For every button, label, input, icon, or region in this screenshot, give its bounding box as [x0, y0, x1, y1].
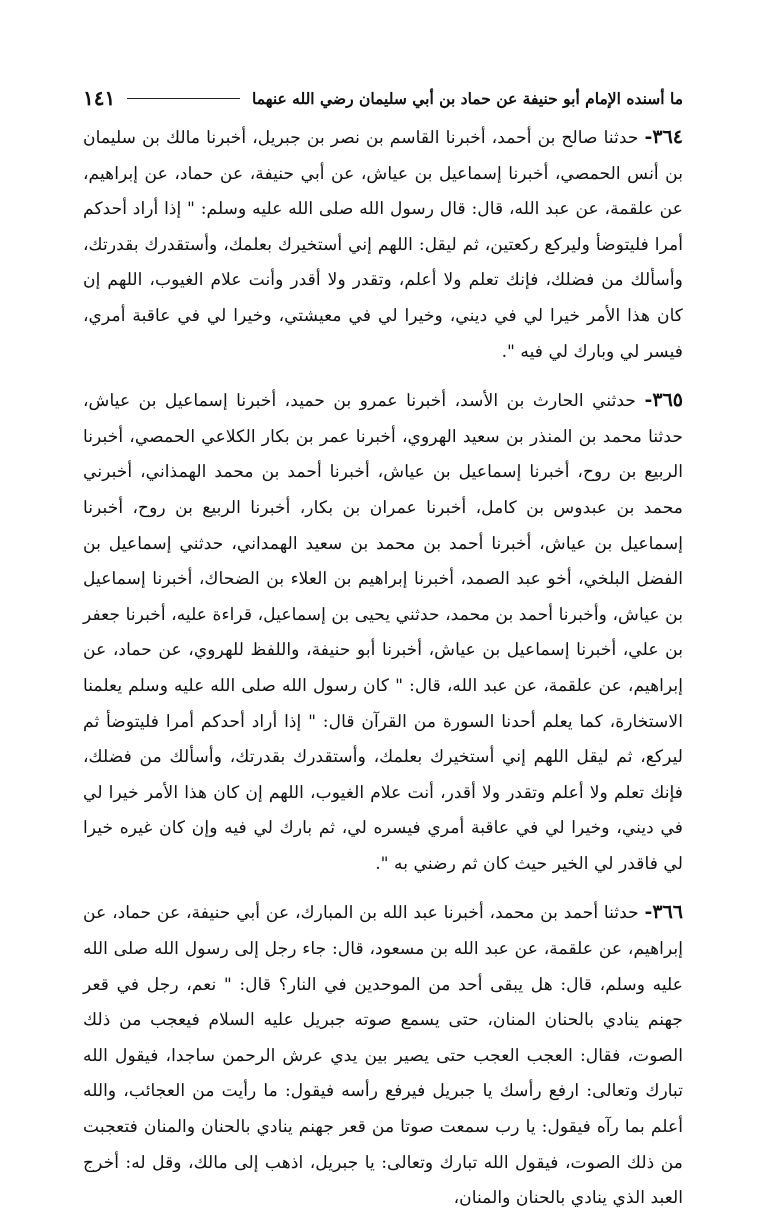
hadith-number: ٣٦٥- [644, 389, 683, 412]
hadith-number: ٣٦٤- [644, 126, 683, 148]
hadith-number: ٣٦٦- [644, 901, 684, 924]
hadith-text: حدثنا صالح بن أحمد، أخبرنا القاسم بن نصر بن جبريل، أخبرنا مالك بن سليمان بن أنس الحمصي، أخبرنا إسماعيل بن عياش، عن أبي حنيفة، عن حماد، عن إبراهيم، عن علقمة، عن عبد الله، قال: قال رسول الله صلى الله عليه وسلم: " إذا أراد أحدكم أمرا فليتوضأ وليركع ركعتين، ثم ليقل: اللهم إني أستخيرك بعلمك، وأستقدرك بقدرتك، وأسألك من فضلك، فإنك تعلم ولا أعلم، وتقدر ولا أقدر وأنت علام الغيوب، اللهم إن كان هذا الأمر خيرا لي في ديني، وخيرا لي في معيشتي، وخيرا لي في عاقبة أمري، فيسر لي وبارك لي فيه ". [83, 128, 683, 362]
hadith-text: حدثنا أحمد بن محمد، أخبرنا عبد الله بن المبارك، عن أبي حنيفة، عن حماد، عن إبراهيم، عن علقمة، عن عبد الله بن مسعود، قال: جاء رجل إلى رسول الله صلى الله عليه وسلم، قال: هل يبقى أحد من الموحدين في النار؟ قال: " نعم، رجل في قعر جهنم ينادي بالحنان المنان، حتى يسمع صوته جبريل عليه السلام فيعجب من ذلك الصوت، فقال: العجب العجب حتى يصير بين يدي عرش الرحمن ساجدا، فيقول الله تبارك وتعالى: ارفع رأسك يا جبريل فيرفع رأسه فيقول: ما رأيت من العجائب، والله أعلم بما رآه فيقول: يا رب سمعت صوتا من قعر جهنم ينادي بالحنان والمنان فتعجبت من ذلك الصوت، فيقول الله تبارك وتعالى: يا جبريل، اذهب إلى مالك، وقل له: أخرج العبد الذي ينادي بالحنان والمنان، [83, 903, 683, 1209]
running-header [83, 82, 683, 114]
hadith-text: حدثني الحارث بن الأسد، أخبرنا عمرو بن حميد، أخبرنا إسماعيل بن عياش، حدثنا محمد بن المنذر بن سعيد الهروي، أخبرنا عمر بن بكار الكلاعي الحمصي، أخبرنا الربيع بن روح، أخبرنا إسماعيل بن عياش، أخبرنا أحمد بن محمد الهمذاني، أخبرني محمد بن عبدوس بن كامل، أخبرنا عمران بن بكار، أخبرنا الربيع بن روح، أخبرنا إسماعيل بن عياش، أخبرنا أحمد بن محمد بن سعيد الهمداني، حدثني إسماعيل بن الفضل البلخي، أخو عبد الصمد، أخبرنا إبراهيم بن العلاء بن الضحاك، أخبرنا إسماعيل بن عياش، وأخبرنا أحمد بن محمد، حدثني يحيى بن إسماعيل، قراءة عليه، أخبرنا جعفر بن علي، أخبرنا إسماعيل بن عياش، أخبرنا أبو حنيفة، واللفظ للهروي، عن حماد، عن إبراهيم، عن علقمة، عن عبد الله، قال: " كان رسول الله صلى الله عليه وسلم يعلمنا الاستخارة، كما يعلم أحدنا السورة من القرآن قال: " إذا أراد أحدكم أمرا فليتوضأ ثم ليركع، ثم ليقل اللهم إني أستخيرك بعلمك، وأستقدرك بقدرتك، وأسألك من فضلك، فإنك تعلم ولا أعلم وتقدر ولا أقدر، أنت علام الغيوب، اللهم إن كان هذا الأمر خيرا لي في ديني، وخيرا لي في عاقبة أمري فيسره لي، ثم بارك لي فيه وإن كان غيره خيرا لي فاقدر لي الخير حيث كان ثم رضني به ". [83, 391, 683, 874]
hadith-365 [83, 383, 683, 882]
hadith-366 [83, 895, 683, 1216]
page-number: ١٤١ [83, 86, 116, 110]
header-title: ما أسنده الإمام أبو حنيفة عن حماد بن أبي سليمان رضي الله عنهما [251, 88, 683, 108]
header-rule [127, 98, 240, 99]
book-page [83, 82, 683, 1217]
hadith-364 [83, 120, 683, 370]
